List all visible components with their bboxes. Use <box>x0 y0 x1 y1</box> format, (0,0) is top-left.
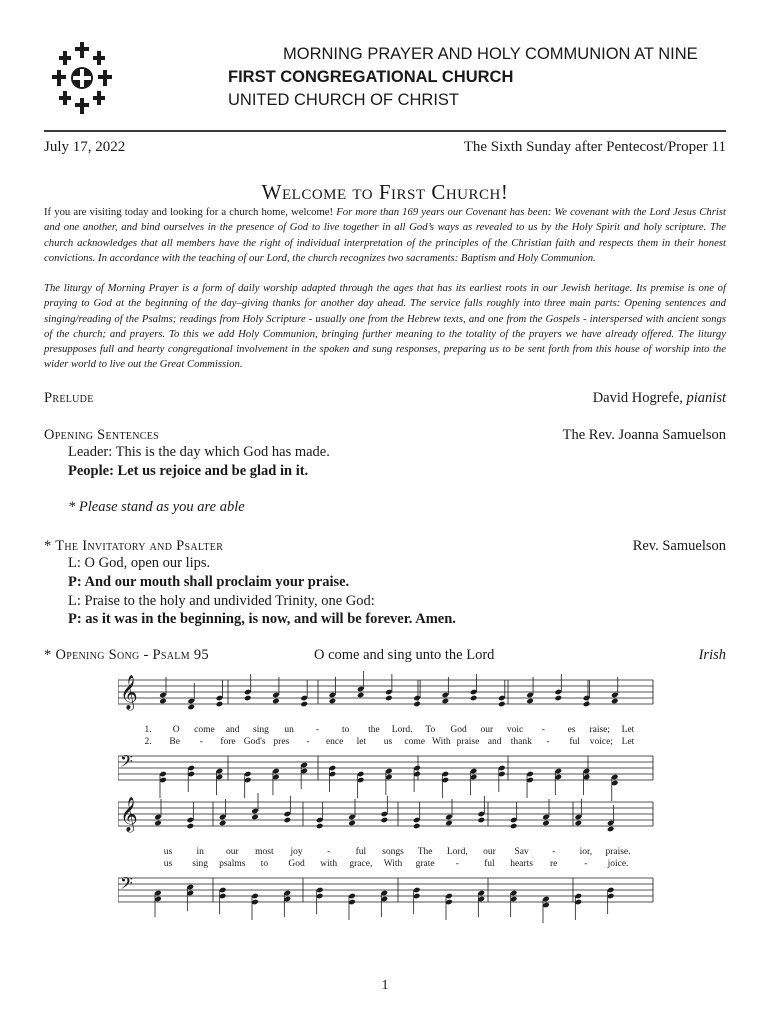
note-head <box>329 698 337 705</box>
opening-sentences-label: Opening Sentences <box>44 427 160 443</box>
lyric-verse1: voic <box>506 725 524 735</box>
note-head <box>272 698 280 705</box>
note-head <box>316 823 324 830</box>
opening-song-tune: Irish <box>698 647 726 663</box>
lyric-verse2: come <box>404 737 425 747</box>
lyric-verse1: and <box>225 725 240 735</box>
lyric-verse2: ful <box>569 737 580 747</box>
lyric-verse2: - <box>199 737 203 747</box>
lyric-verse2: re <box>550 859 558 869</box>
lyric-verse2: fore <box>220 737 236 747</box>
lyric-verse1: Let <box>621 725 635 735</box>
lyric-verse2: voice; <box>589 737 613 747</box>
performer-name: David Hogrefe, <box>592 390 687 406</box>
performer-role: pianist <box>686 390 726 406</box>
note-head <box>251 814 259 821</box>
lyric-verse2: With <box>383 859 403 869</box>
note-head <box>154 820 162 827</box>
lyric-verse1: most <box>255 847 274 857</box>
prelude-label: Prelude <box>44 390 94 406</box>
lyric-verse1: our <box>225 847 239 857</box>
note-head <box>542 820 550 827</box>
page-number: 1 <box>381 978 389 993</box>
note-head <box>159 698 167 705</box>
note-head <box>187 704 195 711</box>
lyric-verse2: us <box>383 737 393 747</box>
lyric-verse1: - <box>541 725 545 735</box>
lyric-verse2: joice. <box>607 859 629 869</box>
lyric-verse2: Let <box>621 737 635 747</box>
lyric-verse1: - <box>552 847 556 857</box>
stand-note: * Please stand as you are able <box>68 499 245 515</box>
liturgy-paragraph: The liturgy of Morning Prayer is a form of daily worship adapted through the ages that has its earliest roots in our Jewish heritage. Its premise is one of praying to God at the beginning of the day–giving thanks for another day ahead. The service falls roughly into three main parts: Opening sentences and singing/reading of the Psalms; readings from Holy Scripture - usually one from the Hebrew texts, and one from the Gospels - interspersed with ancient songs of the church; and prayers. To this we add Holy Communion, bringing further meaning to the totality of the prayers we have already offered. The liturgy presupposes full and hearty congregational involvement in the spoken and sung responses, preparing us to be sent forth from this house of worship into the wider world to live out the Great Commission. <box>44 282 726 371</box>
lyric-verse2: psalms <box>219 859 246 869</box>
lyric-verse1: O <box>172 725 180 735</box>
lyric-verse2: sing <box>192 859 209 869</box>
lyric-verse1: - <box>327 847 331 857</box>
hymn-score <box>118 668 658 938</box>
lyric-verse1: our <box>480 725 494 735</box>
lyric-verse2: us <box>163 859 173 869</box>
note-head <box>526 698 534 705</box>
lyric-verse2: God <box>288 859 305 869</box>
lyric-verse1: songs <box>382 847 404 857</box>
note-head <box>219 820 227 827</box>
prelude-row <box>44 390 726 410</box>
note-head <box>445 820 453 827</box>
note-head <box>478 817 486 824</box>
note-head <box>470 695 478 702</box>
invitatory-line-2: P: And our mouth shall proclaim your praise. <box>68 574 350 590</box>
lyric-verse1: come <box>194 725 215 735</box>
lyric-verse1: - <box>315 725 319 735</box>
lyric-verse1: in <box>196 847 204 857</box>
note-head <box>413 701 421 708</box>
note-head <box>381 817 389 824</box>
lyric-verse2: to <box>260 859 269 869</box>
lyric-verse1: Sav <box>514 847 529 857</box>
lyric-verse2: - <box>455 859 459 869</box>
note-head <box>357 692 365 699</box>
lyric-verse2: - <box>546 737 550 747</box>
treble-clef-icon: 𝄞 <box>120 798 138 831</box>
bass-clef-icon: 𝄢 <box>120 875 133 897</box>
lyric-verse1: 1. <box>144 725 152 735</box>
church-logo-icon <box>50 40 114 116</box>
note-head <box>607 826 615 833</box>
lyric-verse1: to <box>341 725 350 735</box>
header-church-name: FIRST CONGREGATIONAL CHURCH <box>228 68 514 86</box>
lyric-verse1: un <box>284 725 294 735</box>
note-head <box>555 695 563 702</box>
note-head <box>413 823 421 830</box>
service-date: July 17, 2022 <box>44 139 126 155</box>
lyric-verse1: raise; <box>589 725 611 735</box>
lyric-verse2: ence <box>325 737 344 747</box>
lyric-verse2: - <box>584 859 588 869</box>
leader-line: Leader: This is the day which God has made. <box>68 444 330 460</box>
invitatory-line-4: P: as it was in the beginning, is now, and will be forever. Amen. <box>68 611 456 627</box>
lyric-verse1: God <box>450 725 467 735</box>
opening-song-title: O come and sing unto the Lord <box>314 647 495 663</box>
invitatory-leader: Rev. Samuelson <box>632 538 726 554</box>
lyric-verse1: Lord. <box>391 725 413 735</box>
lyric-verse2: With <box>432 737 451 747</box>
welcome-paragraph <box>44 205 726 266</box>
lyric-verse2: grace, <box>349 859 373 869</box>
lyric-verse1: ior, <box>579 847 593 857</box>
lyric-verse1: joy <box>290 847 303 857</box>
lyric-verse1: praise. <box>605 847 631 857</box>
lyric-verse2: pres <box>273 737 290 747</box>
note-head <box>510 823 518 830</box>
note-head <box>216 701 224 708</box>
note-head <box>385 695 393 702</box>
note-head <box>300 701 308 708</box>
liturgical-occasion: The Sixth Sunday after Pentecost/Proper 11 <box>463 139 726 155</box>
header-denomination: UNITED CHURCH OF CHRIST <box>228 91 459 109</box>
lyric-verse2: God's <box>243 737 266 747</box>
lyric-verse1: our <box>483 847 496 857</box>
lyric-verse1: To <box>425 725 436 735</box>
welcome-lead-text: If you are visiting today and looking for a church home, welcome! <box>44 206 337 218</box>
invitatory-line-1: L: O God, open our lips. <box>68 555 211 571</box>
lyric-verse1: the <box>368 725 380 735</box>
header-service-title: MORNING PRAYER AND HOLY COMMUNION AT NINE <box>283 45 698 63</box>
lyric-verse1: us <box>163 847 173 857</box>
lyric-verse1: sing <box>253 725 269 735</box>
invitatory-label: * The Invitatory and Psalter <box>44 538 224 554</box>
invitatory-line-3: L: Praise to the holy and undivided Trinity, one God: <box>68 593 375 609</box>
lyric-verse2: grate <box>415 859 435 869</box>
note-head <box>583 701 591 708</box>
lyric-verse2: thank <box>510 737 532 747</box>
covenant-text: For more than 169 years our Covenant has been: We covenant with the Lord Jesus Christ and one another, and bind ourselves in the presence of God to live together in all God’s ways as revealed to us by the Holy Spirit and holy scripture. The church acknowledges that all members have the right of individual interpretation of the principles of the Christian faith and respects them in their honest convictions. In accordance with the teaching of our Lord, the church recognizes two sacraments: Baptism and Holy Communion. <box>44 206 726 264</box>
lyric-verse1: es <box>567 725 576 735</box>
welcome-heading: Welcome to First Church! <box>261 180 509 204</box>
lyric-verse2: and <box>487 737 502 747</box>
lyric-verse2: - <box>306 737 310 747</box>
lyric-verse1: Lord, <box>446 847 468 857</box>
note-head <box>498 701 506 708</box>
people-line: People: Let us rejoice and be glad in it. <box>68 463 309 479</box>
note-head <box>575 820 583 827</box>
treble-clef-icon: 𝄞 <box>120 676 138 709</box>
note-head <box>611 698 619 705</box>
note-head <box>284 817 292 824</box>
lyric-verse2: Be <box>169 737 180 747</box>
opening-song-label: * Opening Song - Psalm 95 <box>44 647 209 663</box>
lyric-verse2: praise <box>456 737 480 747</box>
note-head <box>187 823 195 830</box>
lyric-verse2: let <box>356 737 367 747</box>
lyric-verse1: The <box>417 847 433 857</box>
prelude-performer <box>593 390 726 407</box>
lyric-verse2: ful <box>484 859 495 869</box>
lyric-verse1: ful <box>355 847 367 857</box>
lyric-verse2: with <box>320 859 338 869</box>
lyric-verse2: hearts <box>510 859 533 869</box>
bass-clef-icon: 𝄢 <box>120 753 133 775</box>
note-head <box>442 698 450 705</box>
opening-sentences-leader: The Rev. Joanna Samuelson <box>562 427 726 443</box>
opening-song-row <box>44 647 726 667</box>
note-head <box>244 695 252 702</box>
note-head <box>348 820 356 827</box>
lyric-verse2: 2. <box>144 737 152 747</box>
header-divider <box>44 130 726 132</box>
